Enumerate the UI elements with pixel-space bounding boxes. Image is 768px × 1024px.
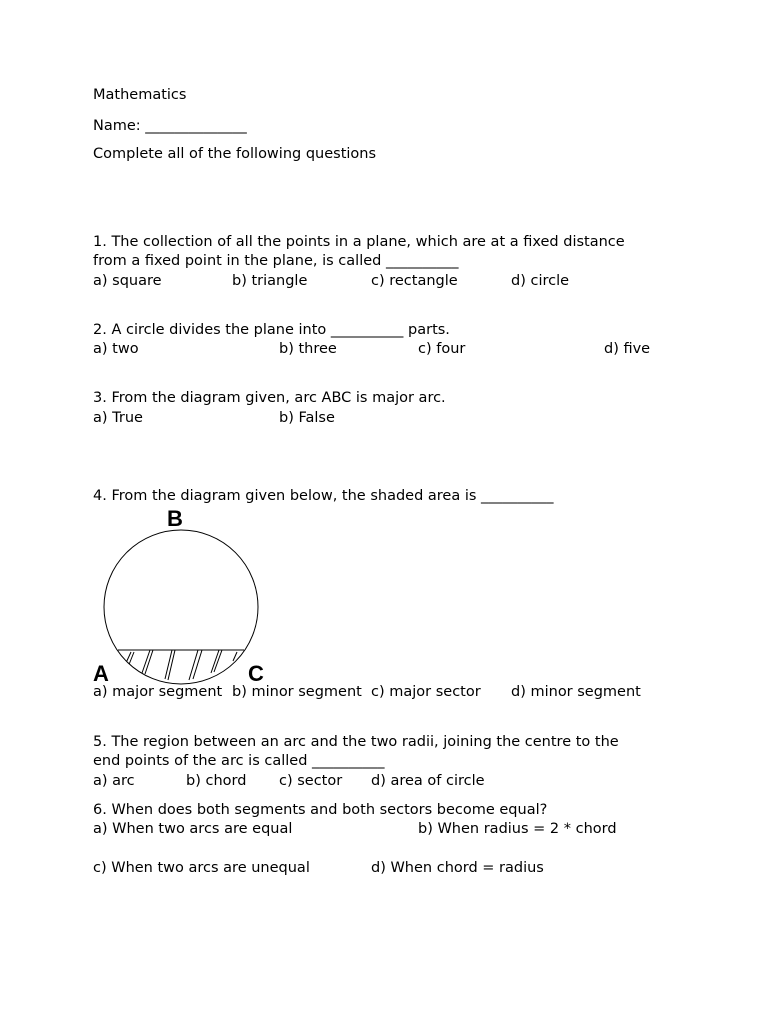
question-1-option-b: b) triangle [232,273,308,289]
question-1-option-d: d) circle [511,273,570,289]
instructions: Complete all of the following questions [93,146,377,162]
question-4-option-a: a) major segment [93,684,223,700]
question-2-option-b: b) three [279,341,337,357]
label-a: A [93,661,109,686]
question-4-option-d: d) minor segment [511,684,641,700]
label-b: B [167,506,183,531]
question-5-option-b: b) chord [186,773,247,789]
circle-segment-diagram [88,505,278,690]
question-6-option-d: d) When chord = radius [371,860,544,876]
question-1-option-c: c) rectangle [371,273,458,289]
question-2-option-d: d) five [604,341,651,357]
question-1-text-line-2: from a fixed point in the plane, is called __________ [93,253,459,269]
question-6-option-c: c) When two arcs are unequal [93,860,310,876]
question-1-text-line-1: 1. The collection of all the points in a plane, which are at a fixed distance [93,234,625,250]
question-5-text-line-2: end points of the arc is called __________ [93,753,385,769]
question-3-text: 3. From the diagram given, arc ABC is major arc. [93,390,446,406]
question-6-option-b: b) When radius = 2 * chord [418,821,617,837]
question-6-text: 6. When does both segments and both sectors become equal? [93,802,548,818]
shaded-hatching [125,650,237,680]
question-1-option-a: a) square [93,273,162,289]
question-2-option-a: a) two [93,341,139,357]
question-4-text: 4. From the diagram given below, the shaded area is __________ [93,488,554,504]
question-4-option-b: b) minor segment [232,684,362,700]
question-5-option-a: a) arc [93,773,135,789]
question-3-option-b: b) False [279,410,335,426]
question-2-option-c: c) four [418,341,466,357]
name-field: Name: ______________ [93,118,247,134]
question-5-text-line-1: 5. The region between an arc and the two radii, joining the centre to the [93,734,619,750]
question-2-text: 2. A circle divides the plane into __________ parts. [93,322,450,338]
label-c: C [248,661,264,686]
question-5-option-d: d) area of circle [371,773,485,789]
question-5-option-c: c) sector [279,773,343,789]
question-4-option-c: c) major sector [371,684,481,700]
worksheet-subject: Mathematics [93,87,187,103]
question-6-option-a: a) When two arcs are equal [93,821,293,837]
question-3-option-a: a) True [93,410,143,426]
